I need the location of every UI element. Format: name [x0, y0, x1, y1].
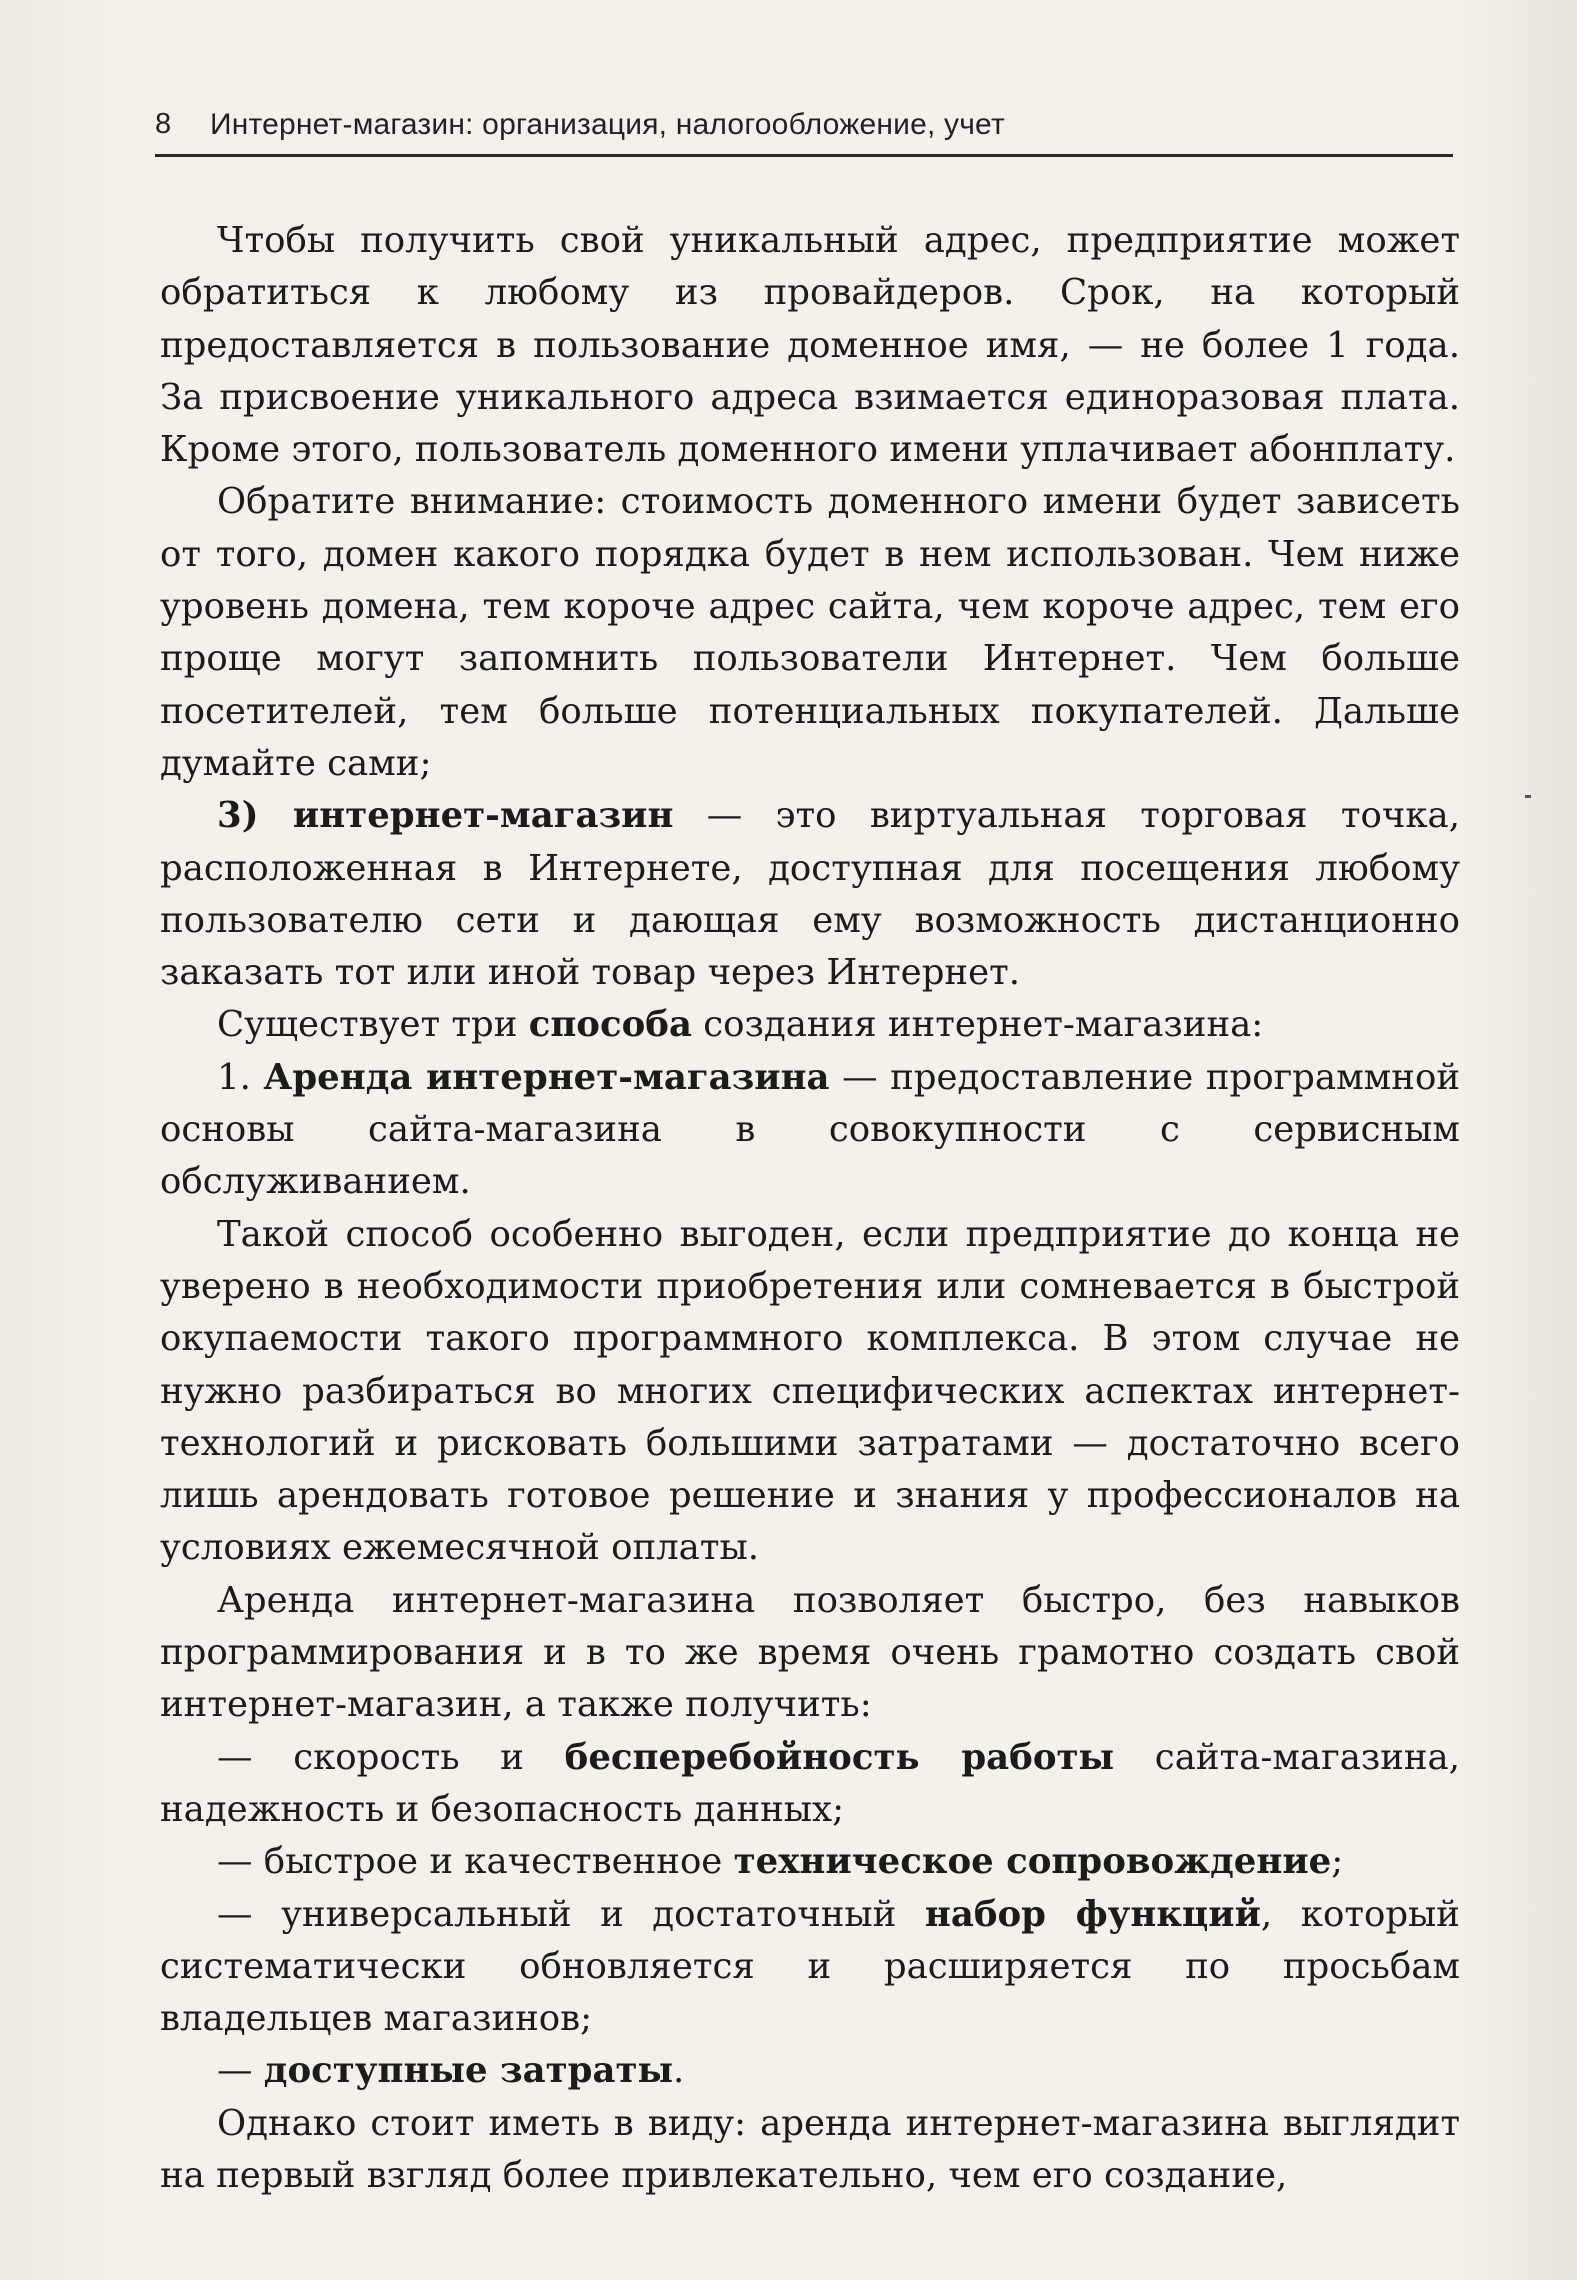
page-number: 8	[155, 108, 172, 140]
running-header	[155, 108, 1455, 158]
paragraph-rent-benefits: Такой способ особенно выгоден, если предприятие до конца не уверено в необходимости приобретения или сомневается в быстрой окупаемости такого программного комплекса. В этом случае не нужно разбираться во многих специфических аспектах интернет-технологий и рисковать большими затратами — достаточно всего лишь арендовать готовое решение и знания у профессионалов на условиях ежемесячной оплаты.	[160, 1213, 1460, 1569]
header-rule	[155, 154, 1453, 157]
paragraph-rent: 1. Аренда интернет-магазина — предоставление программной основы сайта-магазина в совокупности с сервисным обслуживанием.	[160, 1056, 1460, 1203]
paragraph-however: Однако стоит иметь в виду: аренда интернет-магазина выглядит на первый взгляд более привлекательно, чем его создание,	[160, 2102, 1460, 2196]
paragraph-domain-cost: Обратите внимание: стоимость доменного имени будет зависеть от того, домен какого порядка будет в нем использован. Чем ниже уровень домена, тем короче адрес сайта, чем короче адрес, тем его проще могут запомнить пользователи Интернет. Чем больше посетителей, тем больше потенциальных покупателей. Дальше думайте сами;	[160, 481, 1460, 784]
page-edge-mark	[1525, 795, 1531, 798]
running-title: Интернет-магазин: организация, налогообложение, учет	[210, 108, 1005, 141]
list-item: — универсальный и достаточный набор функций, который систематически обновляется и расширяется по просьбам владельцев магазинов;	[160, 1893, 1460, 2040]
body-text	[160, 215, 1460, 2202]
paragraph-domain-address: Чтобы получить свой уникальный адрес, предприятие может обратиться к любому из провайдеров. Срок, на который предоставляется в пользование доменное имя, — не более 1 года. За присвоение уникального адреса взимается единоразовая плата. Кроме этого, пользователь доменного имени уплачивает абонплату.	[160, 220, 1460, 471]
paragraph-ways-intro: Существует три способа создания интернет-магазина:	[217, 1004, 1264, 1046]
list-item: — быстрое и качественное техническое сопровождение;	[217, 1841, 1344, 1883]
list-item: — доступные затраты.	[217, 2050, 685, 2092]
list-item: — скорость и бесперебойность работы сайта-магазина, надежность и безопасность данных;	[160, 1736, 1460, 1830]
paragraph-internet-store-definition: 3) интернет-магазин — это виртуальная торговая точка, расположенная в Интернете, доступная для посещения любому пользователю сети и дающая ему возможность дистанционно заказать тот или иной товар через Интернет.	[160, 795, 1460, 994]
paragraph-rent-allows: Аренда интернет-магазина позволяет быстро, без навыков программирования и в то же время очень грамотно создать свой интернет-магазин, а также получить:	[160, 1579, 1460, 1726]
